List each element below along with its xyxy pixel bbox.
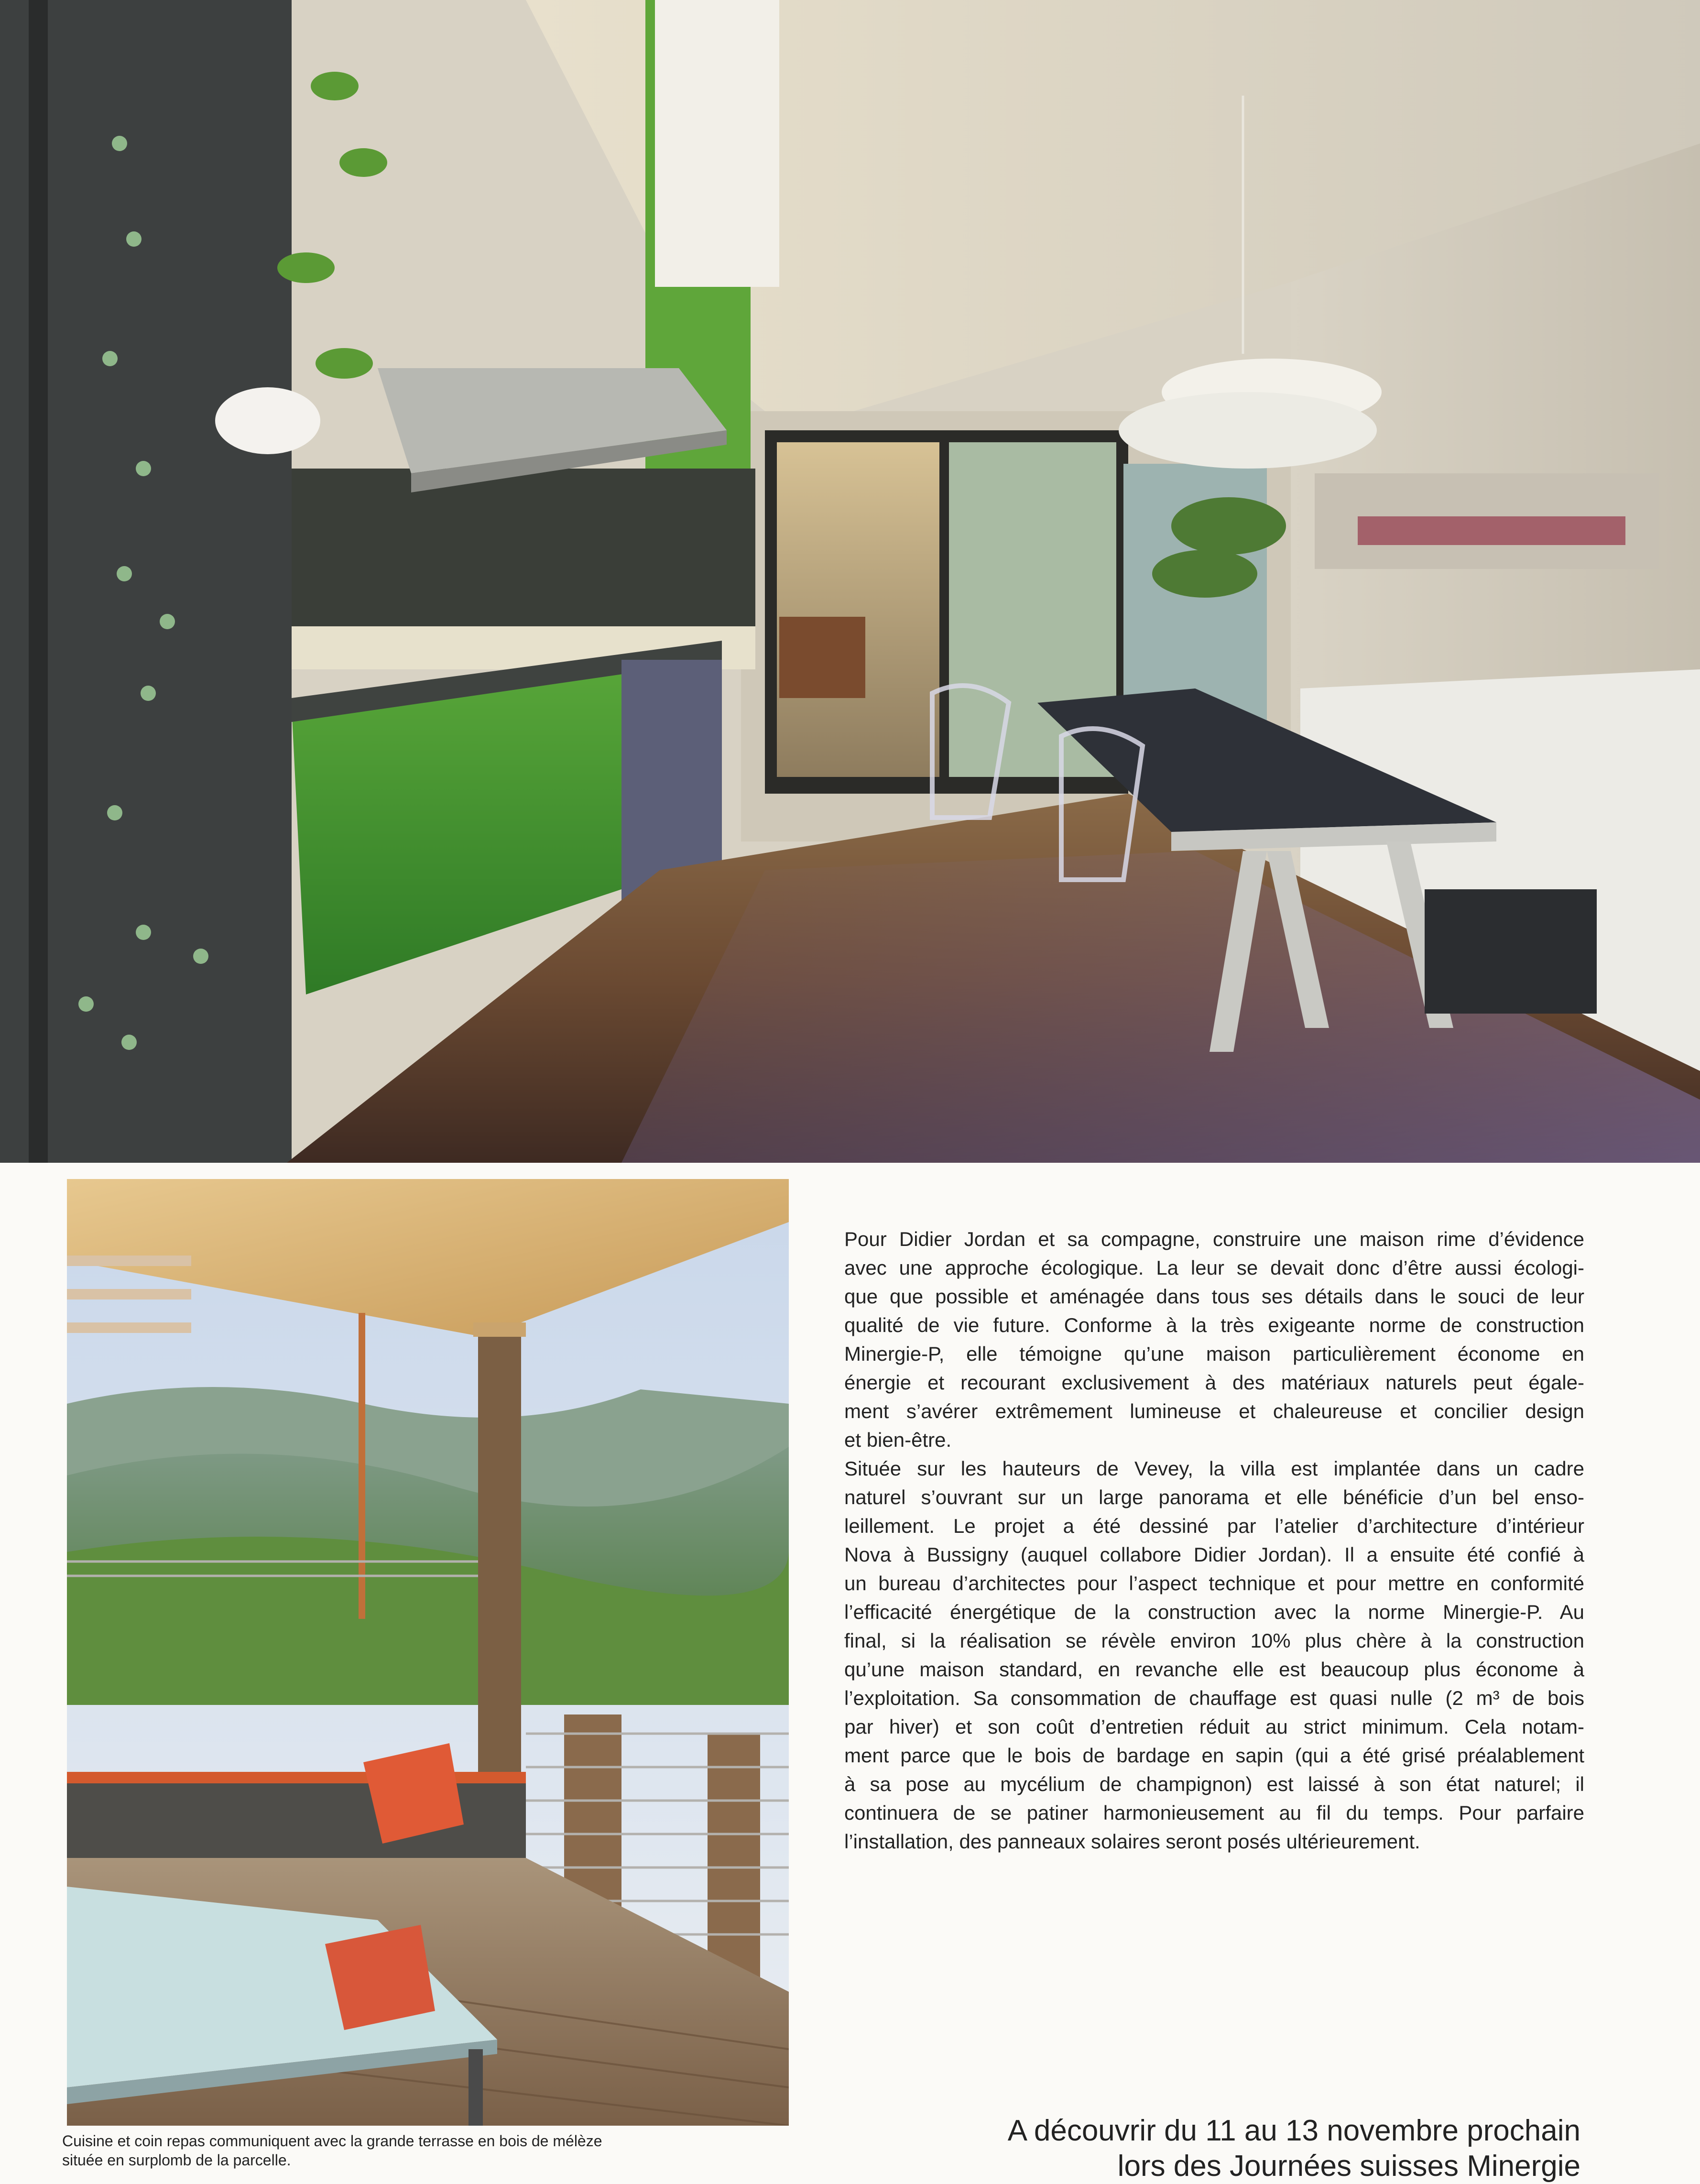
caption-line: Cuisine et coin repas communiquent avec la grande terrasse en bois de mélèze — [62, 2132, 602, 2150]
article-body — [844, 1225, 1584, 1856]
teaser-line: lors des Journées suisses Minergie — [1117, 2150, 1580, 2183]
article-line: qu’une maison standard, en revanche elle est beaucoup plus économe à — [844, 1658, 1584, 1681]
article-line: ment parce que le bois de bardage en sapin (qui a été grisé préalablement — [844, 1744, 1584, 1767]
teaser-line: A découvrir du 11 au 13 novembre prochain — [1007, 2114, 1580, 2147]
article-line: par hiver) et son coût d’entretien réduit au strict minimum. Cela notam- — [844, 1715, 1584, 1738]
article-line: leillement. Le projet a été dessiné par l’atelier d’architecture d’intérieur — [844, 1515, 1584, 1537]
article-line: final, si la réalisation se révèle environ 10% plus chère à la construction — [844, 1629, 1584, 1652]
article-line: naturel s’ouvrant sur un large panorama et elle bénéficie d’un bel enso- — [844, 1486, 1584, 1508]
article-line: Nova à Bussigny (auquel collabore Didier Jordan). Il a ensuite été confié à — [844, 1543, 1584, 1566]
event-teaser — [1008, 2113, 1580, 2184]
article-line: continuera de se patiner harmonieusement au fil du temps. Pour parfaire — [844, 1802, 1584, 1824]
article-line: l’installation, des panneaux solaires seront posés ultérieurement. — [844, 1830, 1420, 1853]
article-line: un bureau d’architectes pour l’aspect technique et pour mettre en conformité — [844, 1572, 1584, 1594]
photo-caption — [62, 2131, 827, 2170]
caption-line: située en surplomb de la parcelle. — [62, 2151, 291, 2169]
article-line: avec une approche écologique. La leur se devait donc d’être aussi écologi- — [844, 1256, 1584, 1279]
terrace-view-photo — [67, 1179, 789, 2126]
article-line: Minergie-P, elle témoigne qu’une maison particulièrement économe en — [844, 1343, 1584, 1365]
article-line: Située sur les hauteurs de Vevey, la villa est implantée dans un cadre — [844, 1457, 1584, 1480]
article-line: et bien-être. — [844, 1429, 952, 1451]
article-line: à sa pose au mycélium de champignon) est laissé à son état naturel; il — [844, 1773, 1584, 1795]
article-line: que que possible et aménagée dans tous ses détails dans le souci de leur — [844, 1285, 1584, 1308]
article-line: Pour Didier Jordan et sa compagne, construire une maison rime d’évidence — [844, 1228, 1584, 1250]
article-line: qualité de vie future. Conforme à la très exigeante norme de construction — [844, 1314, 1584, 1336]
article-line: l’exploitation. Sa consommation de chauffage est quasi nulle (2 m³ de bois — [844, 1687, 1584, 1709]
article-line: l’efficacité énergétique de la construction avec la norme Minergie-P. Au — [844, 1601, 1584, 1623]
article-line: énergie et recourant exclusivement à des matériaux naturels peut égale- — [844, 1371, 1584, 1394]
article-line: ment s’avérer extrêmement lumineuse et chaleureuse et concilier design — [844, 1400, 1584, 1422]
